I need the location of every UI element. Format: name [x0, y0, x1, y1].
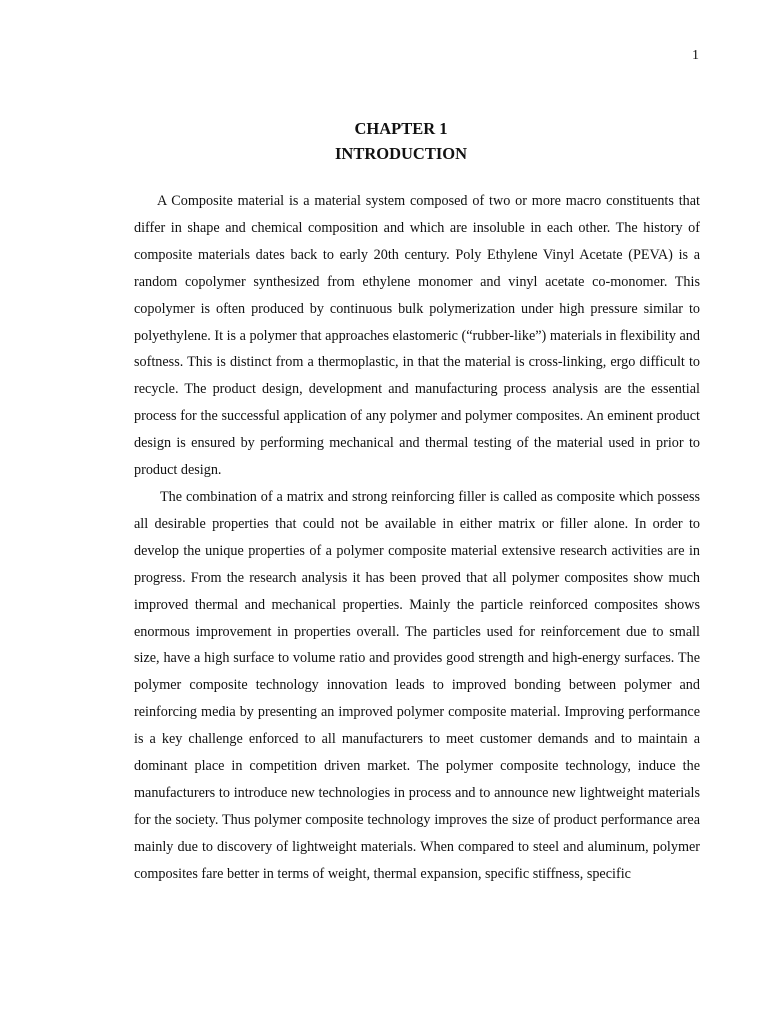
paragraph: A Composite material is a material system composed of two or more macro constituents that differ in shape and chemical composition and which are insoluble in each other. The history of composite materials dates back to early 20th century. Poly Ethylene Vinyl Acetate (PEVA) is a random copolymer synthesized from ethylene monomer and vinyl acetate co-monomer. This copolymer is often produced by continuous bulk polymerization under high pressure similar to polyethylene. It is a polymer that approaches elastomeric (“rubber-like”) materials in flexibility and softness. This is distinct from a thermoplastic, in that the material is cross-linking, ergo difficult to recycle. The product design, development and manufacturing process analysis are the essential process for the successful application of any polymer and polymer composites. An eminent product design is ensured by performing mechanical and thermal testing of the material used in prior to product design. — [134, 193, 700, 479]
chapter-label: CHAPTER 1 — [354, 119, 448, 138]
page-number: 1 — [692, 48, 699, 63]
body-text — [134, 188, 700, 888]
chapter-title: INTRODUCTION — [334, 144, 468, 163]
chapter-heading — [0, 116, 768, 166]
paragraph: The combination of a matrix and strong reinforcing filler is called as composite which possess all desirable properties that could not be available in either matrix or filler alone. In order to develop the unique properties of a polymer composite material extensive research activities are in progress. From the research analysis it has been proved that all polymer composites show much improved thermal and mechanical properties. Mainly the particle reinforced composites shows enormous improvement in properties overall. The particles used for reinforcement due to small size, have a high surface to volume ratio and provides good strength and high-energy surfaces. The polymer composite technology innovation leads to improved bonding between polymer and reinforcing media by presenting an improved polymer composite material. Improving performance is a key challenge enforced to all manufacturers to meet customer demands and to maintain a dominant place in competition driven market. The polymer composite technology, induce the manufacturers to introduce new technologies in process and to announce new lightweight materials for the society. Thus polymer composite technology improves the size of product performance area mainly due to discovery of lightweight materials. When compared to steel and aluminum, polymer composites fare better in terms of weight, thermal expansion, specific stiffness, specific — [134, 488, 700, 882]
